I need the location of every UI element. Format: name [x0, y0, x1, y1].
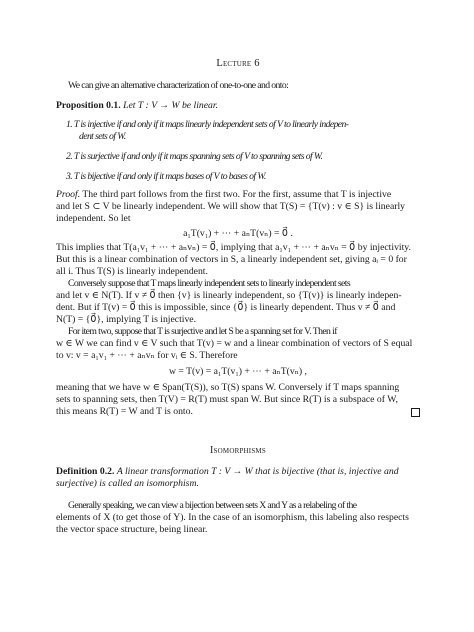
- definition-label: Definition 0.2.: [56, 466, 115, 477]
- proof-line-12: w ∈ W we can find v ∈ V such that T(v) = w and a linear combination of vectors of S equal: [56, 338, 413, 349]
- proof-line-10: N(T) = {0⃗}, implying T is injective.: [56, 314, 197, 325]
- definition-line-1: [56, 466, 420, 478]
- proof-line-8: and let v ∈ N(T). If v ≠ 0⃗ then {v} is linearly independent, so {T(v)} is linearly indepen-: [56, 290, 402, 301]
- section-heading: Isomorphisms: [210, 445, 266, 456]
- proposition-heading: [56, 100, 420, 112]
- proof-line-2: and let S ⊂ V be linearly independent. We will show that T(S) = {T(v) : v ∈ S} is linearly: [56, 201, 405, 212]
- proposition-item-2: 2. T is surjective if and only if it maps spanning sets of V to spanning sets of W.: [66, 151, 323, 162]
- proof-line-16: [56, 406, 420, 418]
- lecture-heading: Lecture 6: [216, 58, 260, 69]
- proposition-item-3: 3. T is bijective if and only if it maps bases of V to bases of W.: [66, 171, 266, 182]
- proposition-item-1-cont: dent sets of W.: [79, 131, 126, 142]
- proposition-statement: Let T : V → W be linear.: [123, 100, 219, 111]
- proof-line-6: all i. Thus T(S) is linearly independent.: [56, 266, 208, 277]
- proof-text: The third part follows from the first two. For the first, assume that T is injective: [82, 189, 392, 200]
- proof-line-11: For item two, suppose that T is surjective and let S be a spanning set for V. Then if: [68, 326, 337, 337]
- proof-line-9: dent. But if T(v) = 0⃗ this is impossible, since {0⃗} is linearly dependent. Thus v ≠ 0⃗ and: [56, 302, 396, 313]
- definition-text: A linear transformation T : V → W that is bijective (that is, injective and: [116, 466, 399, 477]
- proof-line-13: to v: v = a₁v₁ + ⋯ + aₙvₙ for vᵢ ∈ S. Therefore: [56, 350, 238, 361]
- closing-line-3: the vector space structure, being linear.: [56, 524, 208, 535]
- proof-line-14: meaning that we have w ∈ Span(T(S)), so T(S) spans W. Conversely if T maps spanning: [56, 382, 400, 393]
- intro-text: We can give an alternative characterization of one-to-one and onto:: [68, 80, 289, 91]
- equation-2: w = T(v) = a₁T(v₁) + ⋯ + aₙT(vₙ) ,: [169, 366, 307, 377]
- proof-line-4: This implies that T(a₁v₁ + ⋯ + aₙvₙ) = 0⃗, implying that a₁v₁ + ⋯ + aₙvₙ = 0⃗ by injectivity.: [56, 242, 411, 253]
- qed-square-icon: [411, 408, 420, 417]
- proof-line-1: [56, 189, 420, 201]
- proof-line-15: sets to spanning sets, then T(V) = R(T) must span W. But since R(T) is a subspace of W,: [56, 394, 398, 405]
- proof-label: Proof.: [56, 189, 81, 200]
- proof-line-3: independent. So let: [56, 213, 131, 224]
- proof-line-7: Conversely suppose that T maps linearly independent sets to linearly independent sets: [68, 278, 350, 289]
- proof-final-text: this means R(T) = W and T is onto.: [56, 406, 193, 417]
- proof-line-5: But this is a linear combination of vectors in S, a linearly independent set, giving aᵢ = 0 for: [56, 254, 407, 265]
- definition-line-2: surjective) is called an isomorphism.: [56, 478, 199, 489]
- closing-line-1: Generally speaking, we can view a bijection between sets X and Y as a relabeling of the: [68, 500, 357, 511]
- proposition-label: Proposition 0.1.: [56, 100, 121, 111]
- proposition-item-1: 1. T is injective if and only if it maps linearly independent sets of V to linearly indepen-: [66, 119, 349, 130]
- closing-line-2: elements of X (to get those of Y). In the case of an isomorphism, this labeling also respects: [56, 512, 409, 523]
- equation-1: a₁T(v₁) + ⋯ + aₙT(vₙ) = 0⃗ .: [183, 228, 293, 239]
